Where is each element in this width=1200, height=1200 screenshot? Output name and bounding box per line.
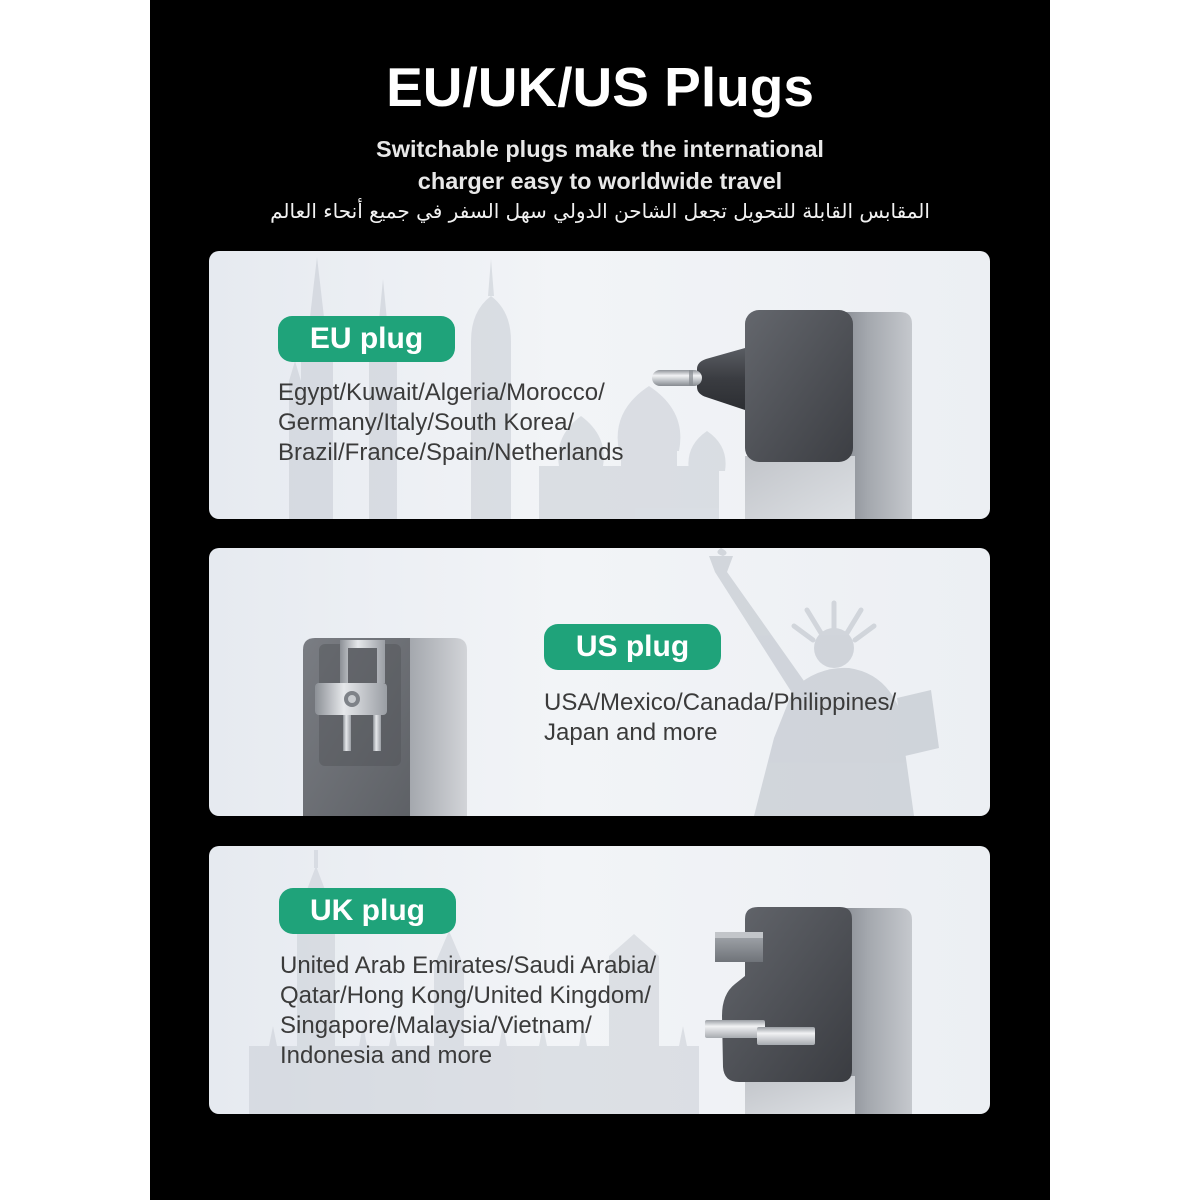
uk-plug-pin (757, 1027, 815, 1045)
eu-country-list (278, 378, 624, 468)
us-plug-charger-image (303, 638, 467, 816)
eu-plug-card (209, 251, 990, 519)
country-line: Qatar/Hong Kong/United Kingdom/ (280, 982, 651, 1009)
us-plug-badge: US plug (544, 624, 721, 670)
us-plug-prong (343, 715, 351, 751)
us-plug-card (209, 548, 990, 816)
screw-center (348, 695, 356, 703)
country-line: Indonesia and more (280, 1042, 493, 1069)
eu-plug-badge: EU plug (278, 316, 455, 362)
country-line: Egypt/Kuwait/Algeria/Morocco/ (278, 379, 605, 406)
us-country-list (544, 688, 896, 748)
eu-plug-module (745, 310, 853, 462)
statue-of-liberty-silhouette (709, 548, 939, 816)
country-line: Singapore/Malaysia/Vietnam/ (280, 1012, 592, 1039)
page-title: EU/UK/US Plugs (386, 56, 814, 118)
country-line: Brazil/France/Spain/Netherlands (278, 439, 624, 466)
uk-plug-pin (705, 1020, 765, 1038)
pin-band (689, 370, 693, 386)
uk-plug-badge: UK plug (279, 888, 456, 934)
uk-plug-card (209, 846, 990, 1114)
uk-plug-charger-image (705, 907, 912, 1114)
subtitle-line: Switchable plugs make the international (376, 136, 824, 162)
country-line: Japan and more (544, 719, 718, 746)
subtitle-line: charger easy to worldwide travel (417, 168, 783, 194)
charger-front-face (745, 456, 855, 519)
us-card-artwork (209, 548, 990, 816)
us-plug-prong (373, 715, 381, 751)
charger-side (401, 638, 467, 816)
earth-pin-top (715, 932, 763, 938)
subtitle (150, 133, 1050, 197)
eu-plug-pin (652, 370, 702, 386)
country-line: United Arab Emirates/Saudi Arabia/ (280, 952, 657, 979)
country-line: USA/Mexico/Canada/Philippines/ (544, 689, 897, 716)
uk-country-list (280, 951, 656, 1071)
subtitle-arabic: المقابس القابلة للتحويل تجعل الشاحن الدولي سهل السفر في جميع أنحاء العالم (270, 199, 930, 223)
eu-plug-insulator (697, 348, 745, 410)
country-line: Germany/Italy/South Korea/ (278, 409, 575, 436)
